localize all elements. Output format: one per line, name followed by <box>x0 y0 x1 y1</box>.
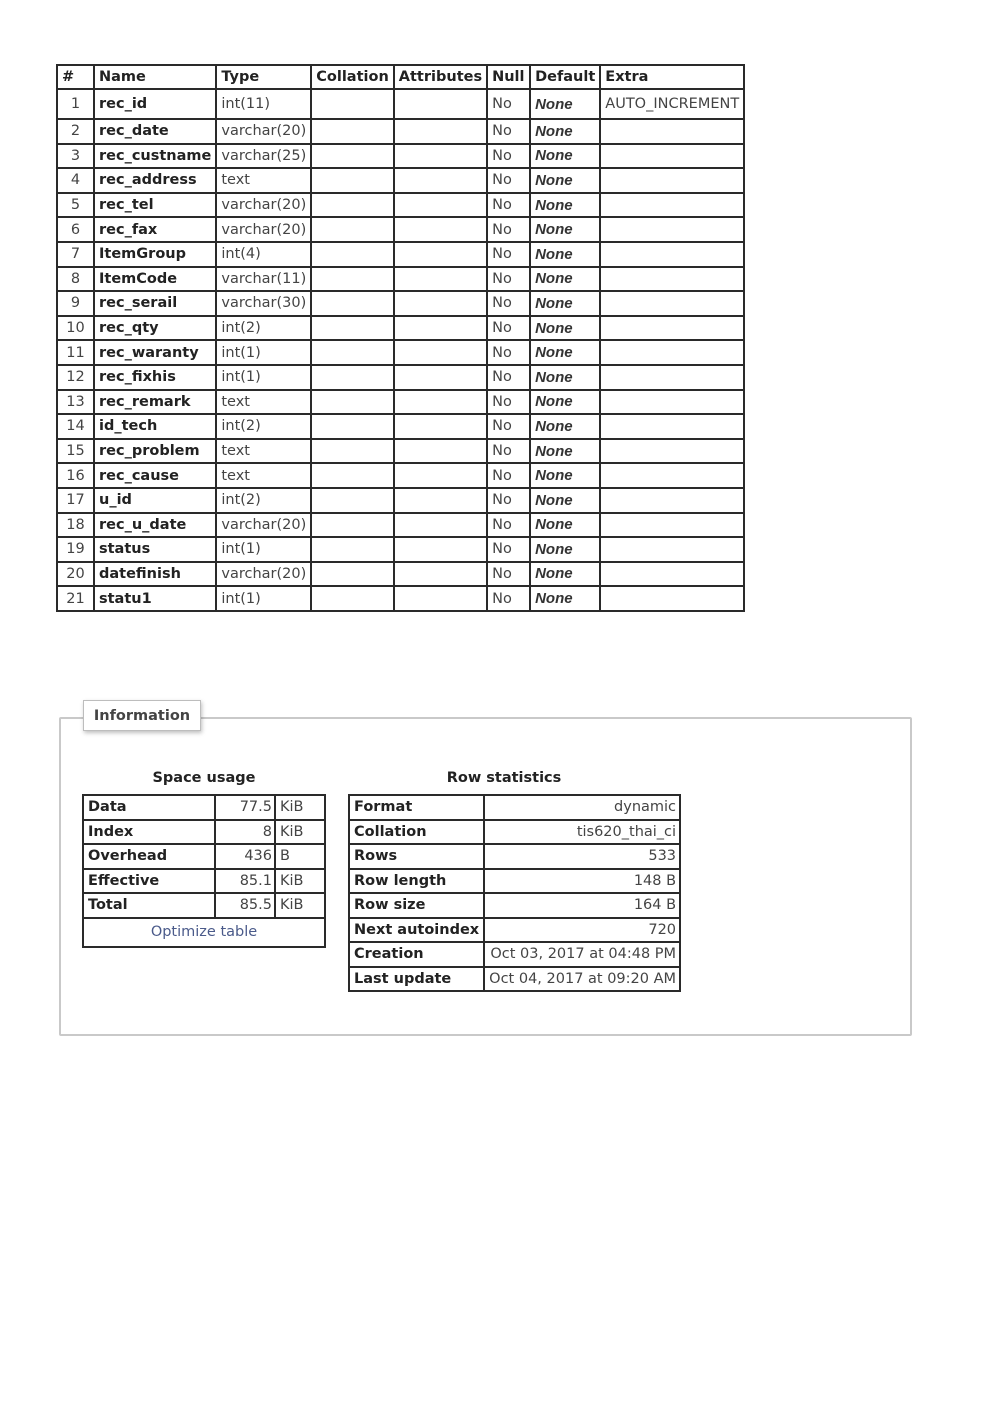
cell-num: 9 <box>57 291 94 316</box>
cell-name: status <box>94 537 216 562</box>
cell-attributes <box>394 390 487 415</box>
cell-collation <box>311 144 394 169</box>
structure-rows <box>57 89 744 611</box>
cell-type: int(11) <box>216 89 311 119</box>
stat-label: Rows <box>349 844 484 869</box>
cell-default: None <box>530 168 600 193</box>
cell-collation <box>311 119 394 144</box>
space-usage-row <box>83 844 325 869</box>
table-structure <box>56 64 745 612</box>
cell-collation <box>311 217 394 242</box>
row-statistics-row <box>349 967 680 992</box>
cell-default: None <box>530 267 600 292</box>
cell-collation <box>311 390 394 415</box>
cell-type: int(1) <box>216 365 311 390</box>
table-row <box>57 463 744 488</box>
cell-attributes <box>394 562 487 587</box>
row-statistics-caption: Row statistics <box>446 770 562 786</box>
cell-extra <box>600 316 744 341</box>
cell-name: rec_custname <box>94 144 216 169</box>
col-header-collation: Collation <box>311 65 394 89</box>
cell-default: None <box>530 193 600 218</box>
space-value: 85.1 <box>215 869 275 894</box>
table-row <box>57 365 744 390</box>
space-value: 436 <box>215 844 275 869</box>
stat-value: tis620_thai_ci <box>484 820 680 845</box>
cell-default: None <box>530 291 600 316</box>
cell-default: None <box>530 562 600 587</box>
cell-num: 21 <box>57 586 94 611</box>
table-row <box>57 537 744 562</box>
header-row <box>57 65 744 89</box>
space-usage-table <box>82 794 326 948</box>
space-unit: KiB <box>275 869 325 894</box>
cell-collation <box>311 488 394 513</box>
space-usage-caption: Space usage <box>152 770 256 786</box>
cell-name: statu1 <box>94 586 216 611</box>
cell-type: varchar(11) <box>216 267 311 292</box>
space-usage-row <box>83 795 325 820</box>
cell-num: 1 <box>57 89 94 119</box>
cell-collation <box>311 463 394 488</box>
cell-name: rec_id <box>94 89 216 119</box>
cell-name: ItemCode <box>94 267 216 292</box>
cell-num: 2 <box>57 119 94 144</box>
cell-extra <box>600 414 744 439</box>
cell-null: No <box>487 340 530 365</box>
table-row <box>57 168 744 193</box>
cell-null: No <box>487 562 530 587</box>
cell-attributes <box>394 193 487 218</box>
table-row <box>57 242 744 267</box>
cell-name: rec_qty <box>94 316 216 341</box>
cell-default: None <box>530 488 600 513</box>
cell-type: text <box>216 439 311 464</box>
cell-attributes <box>394 316 487 341</box>
cell-num: 17 <box>57 488 94 513</box>
cell-null: No <box>487 365 530 390</box>
cell-attributes <box>394 168 487 193</box>
cell-num: 6 <box>57 217 94 242</box>
cell-type: varchar(25) <box>216 144 311 169</box>
stat-label: Next autoindex <box>349 918 484 943</box>
cell-name: id_tech <box>94 414 216 439</box>
space-label: Index <box>83 820 215 845</box>
table-row <box>57 390 744 415</box>
stat-label: Row size <box>349 893 484 918</box>
cell-extra <box>600 439 744 464</box>
col-header-name: Name <box>94 65 216 89</box>
space-unit: KiB <box>275 820 325 845</box>
stat-label: Creation <box>349 942 484 967</box>
cell-num: 8 <box>57 267 94 292</box>
cell-collation <box>311 267 394 292</box>
cell-collation <box>311 439 394 464</box>
table-row <box>57 291 744 316</box>
cell-attributes <box>394 586 487 611</box>
cell-extra <box>600 242 744 267</box>
table-row <box>57 316 744 341</box>
cell-collation <box>311 513 394 538</box>
space-value: 77.5 <box>215 795 275 820</box>
cell-default: None <box>530 144 600 169</box>
cell-num: 14 <box>57 414 94 439</box>
col-header-default: Default <box>530 65 600 89</box>
cell-collation <box>311 193 394 218</box>
cell-num: 3 <box>57 144 94 169</box>
cell-attributes <box>394 365 487 390</box>
cell-extra <box>600 267 744 292</box>
cell-type: int(2) <box>216 316 311 341</box>
cell-collation <box>311 586 394 611</box>
table-row <box>57 439 744 464</box>
cell-default: None <box>530 537 600 562</box>
cell-extra <box>600 144 744 169</box>
table-row <box>57 144 744 169</box>
cell-null: No <box>487 119 530 144</box>
cell-attributes <box>394 488 487 513</box>
cell-type: text <box>216 168 311 193</box>
cell-null: No <box>487 439 530 464</box>
cell-type: varchar(20) <box>216 562 311 587</box>
cell-name: rec_cause <box>94 463 216 488</box>
cell-extra <box>600 291 744 316</box>
row-statistics-row <box>349 918 680 943</box>
table-row <box>57 414 744 439</box>
row-statistics-row <box>349 942 680 967</box>
cell-type: varchar(30) <box>216 291 311 316</box>
cell-null: No <box>487 488 530 513</box>
cell-extra: AUTO_INCREMENT <box>600 89 744 119</box>
cell-num: 12 <box>57 365 94 390</box>
cell-default: None <box>530 586 600 611</box>
cell-extra <box>600 562 744 587</box>
cell-null: No <box>487 513 530 538</box>
col-header-null: Null <box>487 65 530 89</box>
cell-type: int(4) <box>216 242 311 267</box>
space-usage-row <box>83 820 325 845</box>
cell-name: rec_problem <box>94 439 216 464</box>
cell-extra <box>600 586 744 611</box>
table-row <box>57 586 744 611</box>
space-unit: KiB <box>275 795 325 820</box>
cell-name: rec_fixhis <box>94 365 216 390</box>
cell-type: int(2) <box>216 414 311 439</box>
space-label: Data <box>83 795 215 820</box>
space-value: 85.5 <box>215 893 275 918</box>
table-row <box>57 488 744 513</box>
cell-name: rec_remark <box>94 390 216 415</box>
cell-name: ItemGroup <box>94 242 216 267</box>
cell-default: None <box>530 89 600 119</box>
cell-extra <box>600 390 744 415</box>
cell-num: 4 <box>57 168 94 193</box>
space-unit: B <box>275 844 325 869</box>
stat-value: 164 B <box>484 893 680 918</box>
cell-num: 10 <box>57 316 94 341</box>
cell-null: No <box>487 217 530 242</box>
cell-default: None <box>530 463 600 488</box>
cell-null: No <box>487 193 530 218</box>
space-label: Effective <box>83 869 215 894</box>
row-statistics-row <box>349 795 680 820</box>
row-statistics-row <box>349 869 680 894</box>
cell-extra <box>600 463 744 488</box>
stat-value: 533 <box>484 844 680 869</box>
cell-attributes <box>394 291 487 316</box>
cell-extra <box>600 537 744 562</box>
information-legend: Information <box>83 700 201 731</box>
cell-type: int(1) <box>216 586 311 611</box>
cell-attributes <box>394 89 487 119</box>
cell-name: rec_fax <box>94 217 216 242</box>
stat-value: 148 B <box>484 869 680 894</box>
cell-name: rec_serail <box>94 291 216 316</box>
stat-value: 720 <box>484 918 680 943</box>
cell-name: rec_u_date <box>94 513 216 538</box>
cell-default: None <box>530 217 600 242</box>
cell-collation <box>311 340 394 365</box>
cell-extra <box>600 488 744 513</box>
cell-num: 16 <box>57 463 94 488</box>
stat-value: Oct 04, 2017 at 09:20 AM <box>484 967 680 992</box>
stat-label: Collation <box>349 820 484 845</box>
cell-type: text <box>216 390 311 415</box>
stat-label: Format <box>349 795 484 820</box>
col-header-extra: Extra <box>600 65 744 89</box>
table-row <box>57 217 744 242</box>
cell-default: None <box>530 340 600 365</box>
cell-null: No <box>487 414 530 439</box>
space-label: Total <box>83 893 215 918</box>
stat-value: dynamic <box>484 795 680 820</box>
cell-num: 7 <box>57 242 94 267</box>
cell-null: No <box>487 242 530 267</box>
cell-attributes <box>394 267 487 292</box>
cell-type: varchar(20) <box>216 513 311 538</box>
cell-null: No <box>487 267 530 292</box>
cell-num: 5 <box>57 193 94 218</box>
cell-null: No <box>487 463 530 488</box>
cell-null: No <box>487 291 530 316</box>
space-value: 8 <box>215 820 275 845</box>
stat-label: Row length <box>349 869 484 894</box>
cell-null: No <box>487 168 530 193</box>
cell-name: u_id <box>94 488 216 513</box>
cell-type: varchar(20) <box>216 119 311 144</box>
table-row <box>57 193 744 218</box>
cell-collation <box>311 562 394 587</box>
cell-default: None <box>530 242 600 267</box>
space-usage-row <box>83 893 325 918</box>
cell-attributes <box>394 463 487 488</box>
col-header-type: Type <box>216 65 311 89</box>
cell-default: None <box>530 513 600 538</box>
cell-collation <box>311 168 394 193</box>
cell-attributes <box>394 340 487 365</box>
optimize-table-link[interactable]: Optimize table <box>150 924 258 940</box>
row-statistics-table <box>348 794 681 992</box>
table-row <box>57 89 744 119</box>
col-header-num: # <box>57 65 94 89</box>
cell-attributes <box>394 513 487 538</box>
cell-type: int(1) <box>216 340 311 365</box>
cell-num: 13 <box>57 390 94 415</box>
cell-collation <box>311 365 394 390</box>
cell-attributes <box>394 119 487 144</box>
cell-extra <box>600 119 744 144</box>
cell-extra <box>600 340 744 365</box>
table-row <box>57 562 744 587</box>
cell-null: No <box>487 586 530 611</box>
cell-name: rec_waranty <box>94 340 216 365</box>
cell-type: int(2) <box>216 488 311 513</box>
cell-name: rec_tel <box>94 193 216 218</box>
cell-default: None <box>530 316 600 341</box>
cell-name: rec_date <box>94 119 216 144</box>
cell-num: 11 <box>57 340 94 365</box>
cell-num: 19 <box>57 537 94 562</box>
cell-null: No <box>487 144 530 169</box>
cell-type: varchar(20) <box>216 217 311 242</box>
cell-attributes <box>394 439 487 464</box>
cell-attributes <box>394 414 487 439</box>
cell-name: datefinish <box>94 562 216 587</box>
table-row <box>57 513 744 538</box>
cell-extra <box>600 217 744 242</box>
cell-extra <box>600 513 744 538</box>
cell-type: int(1) <box>216 537 311 562</box>
cell-default: None <box>530 390 600 415</box>
cell-null: No <box>487 89 530 119</box>
stat-label: Last update <box>349 967 484 992</box>
cell-num: 20 <box>57 562 94 587</box>
cell-collation <box>311 242 394 267</box>
cell-null: No <box>487 390 530 415</box>
cell-attributes <box>394 217 487 242</box>
cell-null: No <box>487 316 530 341</box>
cell-attributes <box>394 144 487 169</box>
table-row <box>57 340 744 365</box>
table-row <box>57 267 744 292</box>
cell-collation <box>311 89 394 119</box>
space-label: Overhead <box>83 844 215 869</box>
cell-type: text <box>216 463 311 488</box>
row-statistics-row <box>349 820 680 845</box>
cell-extra <box>600 168 744 193</box>
cell-default: None <box>530 439 600 464</box>
stat-value: Oct 03, 2017 at 04:48 PM <box>484 942 680 967</box>
col-header-attributes: Attributes <box>394 65 487 89</box>
cell-collation <box>311 537 394 562</box>
cell-null: No <box>487 537 530 562</box>
cell-name: rec_address <box>94 168 216 193</box>
cell-num: 15 <box>57 439 94 464</box>
cell-default: None <box>530 119 600 144</box>
optimize-row <box>83 918 325 947</box>
space-usage-row <box>83 869 325 894</box>
cell-extra <box>600 365 744 390</box>
row-statistics-row <box>349 893 680 918</box>
cell-type: varchar(20) <box>216 193 311 218</box>
cell-attributes <box>394 242 487 267</box>
cell-collation <box>311 291 394 316</box>
cell-default: None <box>530 365 600 390</box>
cell-extra <box>600 193 744 218</box>
optimize-cell <box>83 918 325 947</box>
table-row <box>57 119 744 144</box>
cell-default: None <box>530 414 600 439</box>
cell-collation <box>311 316 394 341</box>
cell-collation <box>311 414 394 439</box>
row-statistics-row <box>349 844 680 869</box>
cell-num: 18 <box>57 513 94 538</box>
space-unit: KiB <box>275 893 325 918</box>
cell-attributes <box>394 537 487 562</box>
